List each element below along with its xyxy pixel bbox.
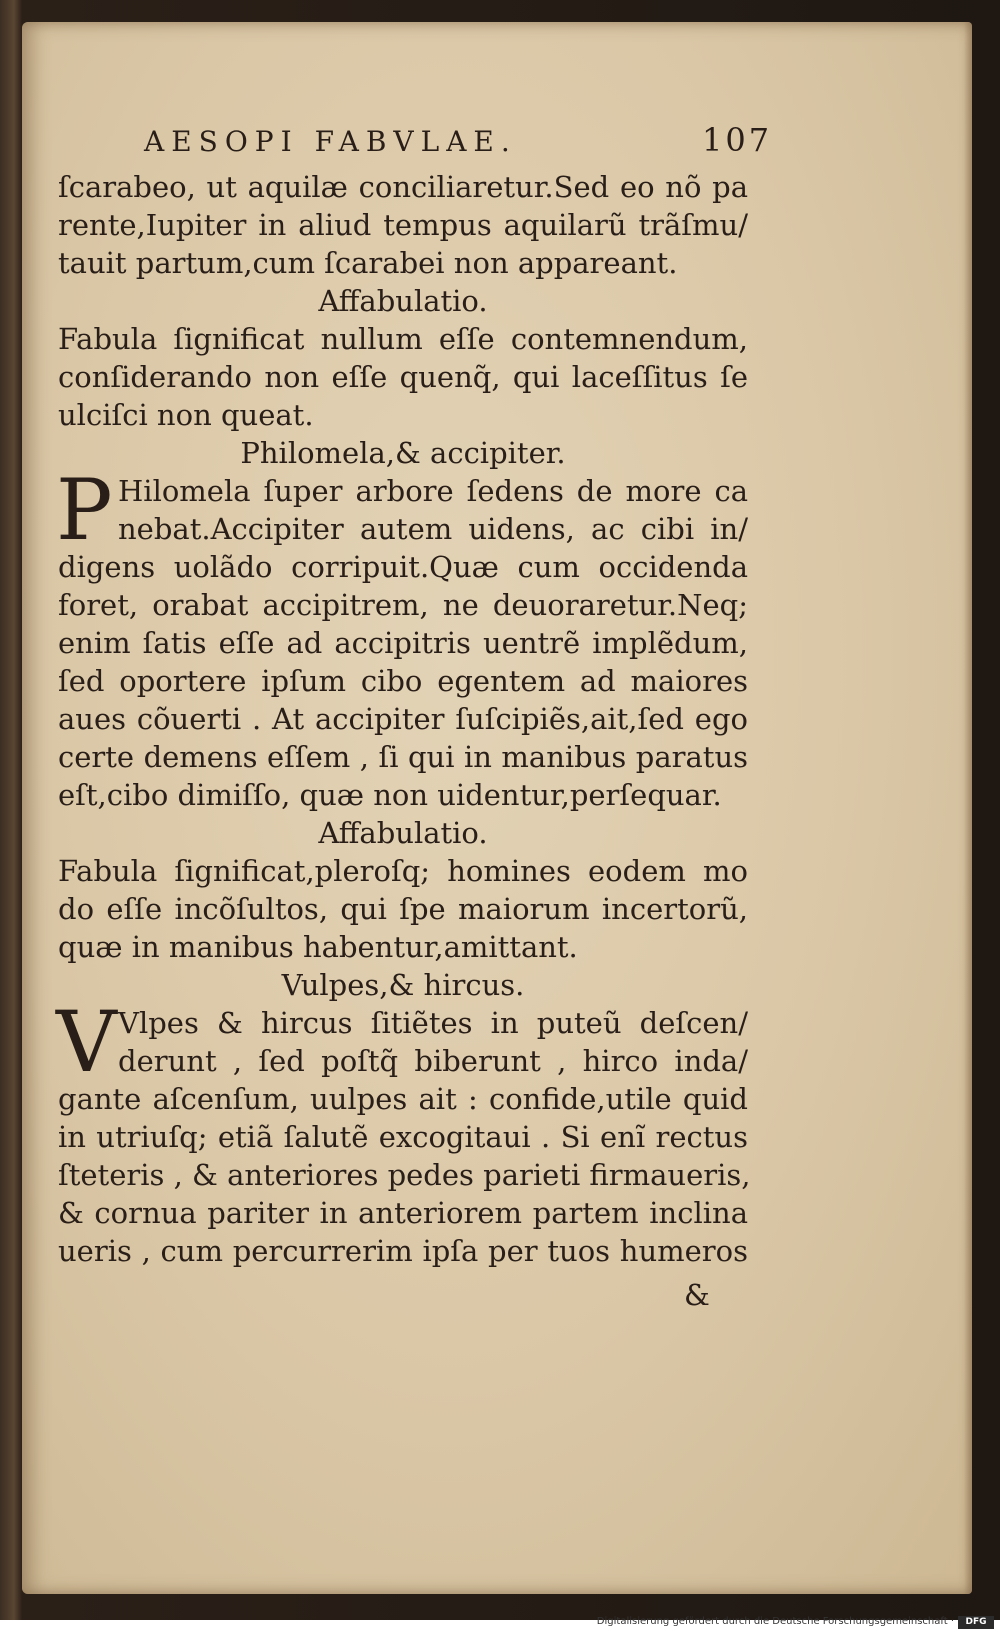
text-line: gante aſcenſum, uulpes ait : confide,utile quid xyxy=(58,1082,748,1116)
text-line: ſed oportere ipſum cibo egentem ad maiores xyxy=(58,664,748,698)
text-line: nebat.Accipiter autem uidens, ac cibi in/ xyxy=(118,512,748,546)
text-line: foret, orabat accipitrem, ne deuoraretur.Neq; xyxy=(58,588,748,622)
page-text xyxy=(22,22,972,1594)
text-line: eſt,cibo dimiſſo, quæ non uidentur,perſequar. xyxy=(58,778,722,812)
text-line: Fabula ſignificat nullum eſſe contemnendum, xyxy=(58,322,748,356)
text-line: ueris , cum percurrerim ipſa per tuos humeros xyxy=(58,1234,748,1268)
page-number: 107 xyxy=(702,121,773,159)
text-line: conſiderando non eſſe quenq̃, qui laceſſitus ſe xyxy=(58,360,748,394)
running-head: AESOPI FABVLAE. xyxy=(144,125,517,158)
book-page xyxy=(22,22,972,1594)
text-line: enim ſatis eſſe ad accipitris uentrẽ implẽdum, xyxy=(58,626,748,660)
text-line: aues cõuerti . At accipiter ſuſcipiẽs,ait,ſed ego xyxy=(58,702,748,736)
fable-title-philomela: Philomela,& accipiter. xyxy=(240,436,566,470)
text-line: rente,Iupiter in aliud tempus aquilarũ trãſmu/ xyxy=(58,208,748,242)
section-heading-affabulatio: Affabulatio. xyxy=(318,816,488,850)
text-line: ſcarabeo, ut aquilæ conciliaretur.Sed eo nõ pa xyxy=(58,170,748,204)
text-line: in utriuſq; etiã ſalutẽ excogitaui . Si enĩ rectus xyxy=(58,1120,748,1154)
text-line: Hilomela ſuper arbore ſedens de more ca xyxy=(118,474,748,508)
fable-title-vulpes: Vulpes,& hircus. xyxy=(281,968,525,1002)
text-line: tauit partum,cum ſcarabei non appareant. xyxy=(58,246,678,280)
text-line: quæ in manibus habentur,amittant. xyxy=(58,930,578,964)
drop-initial-v: V xyxy=(56,993,117,1091)
text-line: derunt , ſed poſtq̃ biberunt , hirco inda/ xyxy=(118,1044,748,1078)
text-line: ulciſci non queat. xyxy=(58,398,314,432)
section-heading-affabulatio: Affabulatio. xyxy=(318,284,488,318)
text-line: & cornua pariter in anteriorem partem inclina xyxy=(58,1196,748,1230)
text-line: ſteteris , & anteriores pedes parieti firmaueris, xyxy=(58,1158,751,1192)
text-line: digens uolãdo corripuit.Quæ cum occidenda xyxy=(58,550,748,584)
text-line: do eſſe incõſultos, qui ſpe maiorum incertorũ, xyxy=(58,892,748,926)
text-line: Fabula ſignificat,pleroſq; homines eodem mo xyxy=(58,854,748,888)
catchword: & xyxy=(684,1278,710,1312)
text-line: certe demens eſſem , ſi qui in manibus paratus xyxy=(58,740,748,774)
text-line: Vlpes & hircus ſitiẽtes in puteũ deſcen/ xyxy=(118,1006,748,1040)
drop-initial-p: P xyxy=(56,461,113,559)
dfg-logo: DFG xyxy=(958,1616,994,1629)
funding-credit: Digitalisierung gefördert durch die Deutsche Forschungsgemeinschaft · xyxy=(596,1616,954,1627)
